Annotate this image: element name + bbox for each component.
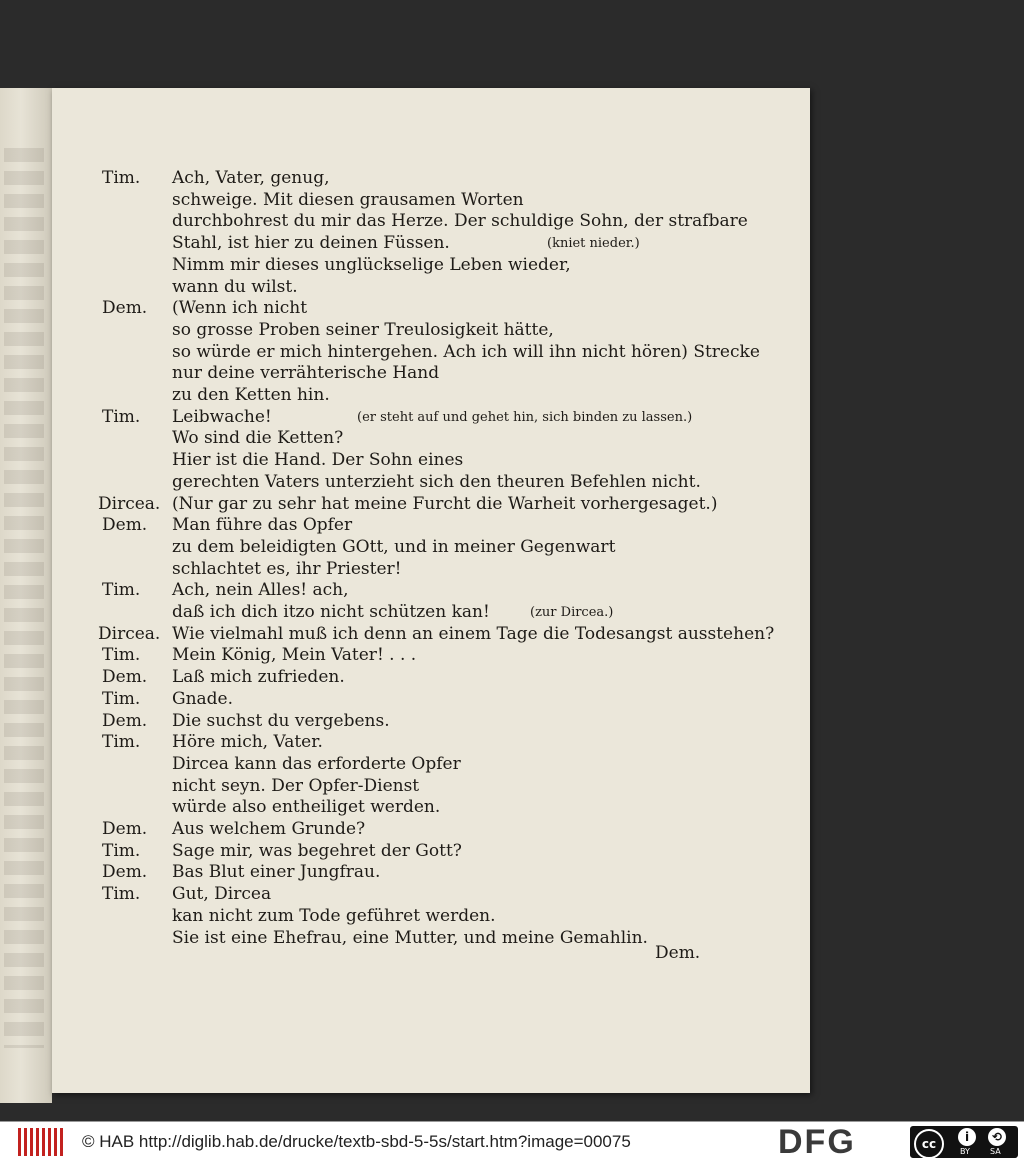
line-text: so würde er mich hintergehen. Ach ich will ihn nicht hören) Strecke xyxy=(172,341,760,362)
speaker-name: Tim. xyxy=(102,840,141,861)
cc-icon: cc xyxy=(914,1129,944,1159)
line-text: Sie ist eine Ehefrau, eine Mutter, und meine Gemahlin. xyxy=(172,927,648,948)
speaker-name: Tim. xyxy=(102,168,141,188)
line-text: Die suchst du vergebens. xyxy=(172,710,390,731)
speaker-name: Tim. xyxy=(102,580,141,601)
line-text: Dircea kann das erforderte Opfer xyxy=(172,753,461,774)
speaker-name: Tim. xyxy=(102,645,141,666)
speaker-name: Dem. xyxy=(102,667,148,688)
line-text: schweige. Mit diesen grausamen Worten xyxy=(172,189,524,210)
speaker-name: Tim. xyxy=(102,688,141,709)
speaker-name: Dem. xyxy=(102,819,148,839)
speaker-name: Dircea. xyxy=(98,623,161,644)
line-text: Wo sind die Ketten? xyxy=(172,428,344,449)
by-label: BY xyxy=(960,1147,970,1156)
line-text: Sage mir, was begehret der Gott? xyxy=(172,840,462,861)
book-page xyxy=(52,88,810,1093)
speaker-name: Dircea. xyxy=(98,493,161,514)
speaker-name: Dem. xyxy=(102,710,148,731)
source-link[interactable]: © HAB http://diglib.hab.de/drucke/textb-sbd-5-5s/start.htm?image=00075 xyxy=(82,1132,631,1151)
line-text: Laß mich zufrieden. xyxy=(172,667,345,688)
viewer-footer xyxy=(0,1121,1024,1162)
line-text: gerechten Vaters unterzieht sich den theuren Befehlen nicht. xyxy=(172,471,701,492)
line-text: Hier ist die Hand. Der Sohn eines xyxy=(172,450,464,471)
line-text: nicht seyn. Der Opfer-Dienst xyxy=(172,775,420,796)
speaker-name: Dem. xyxy=(102,515,148,536)
stage-direction: (er steht auf und gehet hin, sich binden zu lassen.) xyxy=(357,409,693,425)
line-text: Nimm mir dieses unglückselige Leben wieder, xyxy=(172,254,571,275)
line-text: Ach, Vater, genug, xyxy=(172,168,330,188)
speaker-name: Dem. xyxy=(102,298,148,319)
line-text: kan nicht zum Tode geführet werden. xyxy=(172,905,496,926)
hab-logo-icon xyxy=(18,1128,66,1156)
line-text: (Nur gar zu sehr hat meine Furcht die Warheit vorhergesaget.) xyxy=(172,493,718,514)
line-text: (Wenn ich nicht xyxy=(172,298,308,319)
line-text: Aus welchem Grunde? xyxy=(172,819,366,839)
stage-direction: (kniet nieder.) xyxy=(547,236,640,252)
line-text: Gut, Dircea xyxy=(172,884,272,905)
line-text: würde also entheiliget werden. xyxy=(172,797,441,818)
line-text: durchbohrest du mir das Herze. Der schuldige Sohn, der strafbare xyxy=(172,211,748,232)
line-text: Höre mich, Vater. xyxy=(172,732,323,753)
line-text: daß ich dich itzo nicht schützen kan! xyxy=(172,602,490,622)
line-text: Mein König, Mein Vater! . . . xyxy=(172,645,417,666)
line-text: nur deine verrähterische Hand xyxy=(172,363,440,384)
speaker-name: Tim. xyxy=(102,406,141,427)
line-text: zu dem beleidigten GOtt, und in meiner Gegenwart xyxy=(172,536,616,557)
catchword: Dem. xyxy=(655,943,701,963)
line-text: Ach, nein Alles! ach, xyxy=(172,580,349,601)
sa-icon: ⟲ xyxy=(988,1128,1006,1146)
line-text: Leibwache! xyxy=(172,406,272,427)
line-text: Bas Blut einer Jungfrau. xyxy=(172,862,381,883)
by-icon: i xyxy=(958,1128,976,1146)
cc-license-badge[interactable] xyxy=(910,1126,1018,1158)
line-text: Gnade. xyxy=(172,688,234,709)
speaker-name: Tim. xyxy=(102,884,141,905)
line-text: Wie vielmahl muß ich denn an einem Tage die Todesangst ausstehen? xyxy=(172,623,775,644)
dfg-logo: DFG xyxy=(778,1123,856,1161)
line-text: so grosse Proben seiner Treulosigkeit hätte, xyxy=(172,319,554,340)
line-text: zu den Ketten hin. xyxy=(172,385,330,405)
sa-label: SA xyxy=(990,1147,1001,1156)
stage-direction: (zur Dircea.) xyxy=(530,605,614,620)
speaker-name: Tim. xyxy=(102,732,141,753)
facing-page-edge xyxy=(0,88,52,1103)
line-text: wann du wilst. xyxy=(172,276,298,297)
line-text: schlachtet es, ihr Priester! xyxy=(172,558,402,579)
speaker-name: Dem. xyxy=(102,862,148,883)
line-text: Man führe das Opfer xyxy=(172,515,353,536)
line-text: Stahl, ist hier zu deinen Füssen. xyxy=(172,233,450,254)
